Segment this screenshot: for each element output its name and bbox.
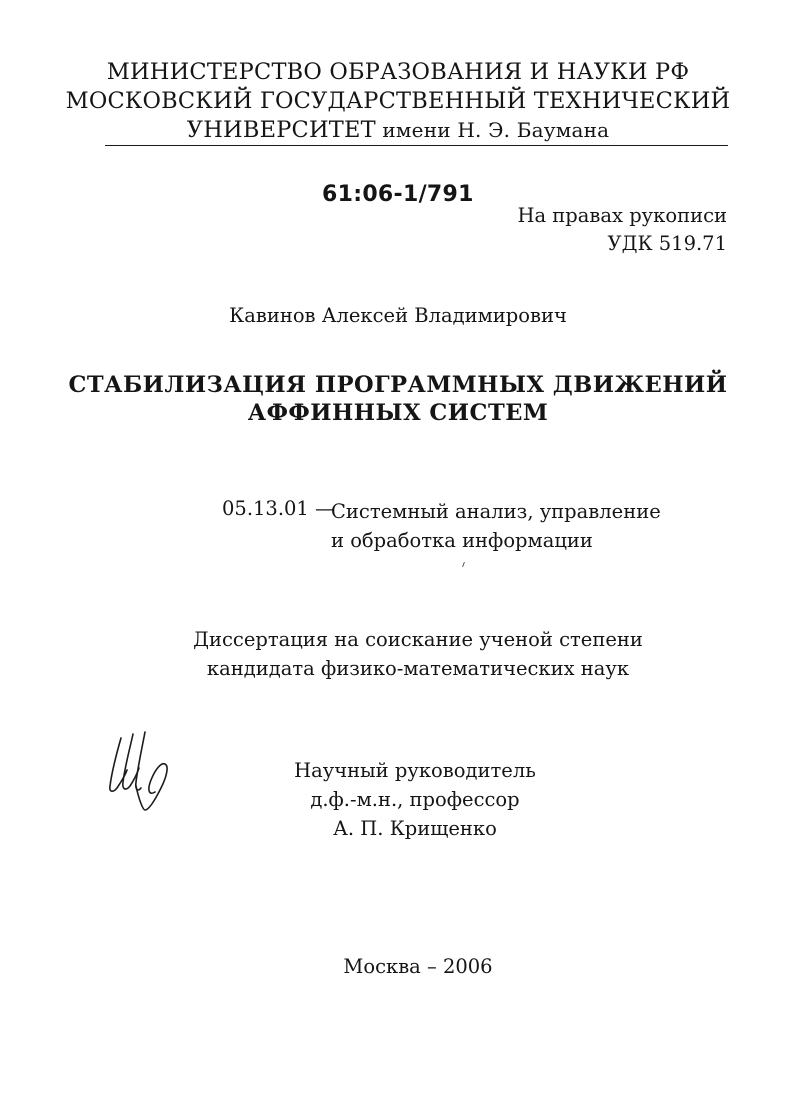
degree-line-1: Диссертация на соискание ученой степени bbox=[193, 628, 643, 651]
ministry-line-2: МОСКОВСКИЙ ГОСУДАРСТВЕННЫЙ ТЕХНИЧЕСКИЙ bbox=[65, 88, 731, 114]
header-divider bbox=[105, 145, 728, 146]
ministry-line-1: МИНИСТЕРСТВО ОБРАЗОВАНИЯ И НАУКИ РФ bbox=[106, 59, 690, 85]
specialty-code: 05.13.01 — bbox=[222, 497, 335, 520]
udc-code: УДК 519.71 bbox=[607, 232, 727, 255]
specialty-line-2: и обработка информации bbox=[331, 529, 593, 552]
rights-block bbox=[517, 202, 727, 258]
advisor-block bbox=[290, 756, 540, 843]
signature-drawing bbox=[105, 730, 179, 814]
ministry-line-3 bbox=[0, 116, 796, 145]
specialty-name bbox=[331, 497, 661, 555]
university-word: УНИВЕРСИТЕТ bbox=[186, 117, 376, 143]
advisor-role: Научный руководитель bbox=[294, 759, 536, 782]
advisor-rank: д.ф.-м.н., профессор bbox=[310, 788, 520, 811]
degree-line-2: кандидата физико-математических наук bbox=[206, 657, 630, 680]
ministry-header bbox=[0, 58, 796, 145]
specialty-line-1: Системный анализ, управление bbox=[331, 500, 661, 523]
author-name: Кавинов Алексей Владимирович bbox=[229, 304, 567, 327]
degree-block bbox=[0, 625, 796, 683]
stamp-code: 61:06-1/791 bbox=[322, 182, 474, 207]
place-year: Москва – 2006 bbox=[343, 955, 493, 978]
handwritten-signature bbox=[105, 730, 179, 814]
title-line-1: СТАБИЛИЗАЦИЯ ПРОГРАММНЫХ ДВИЖЕНИЙ bbox=[68, 372, 728, 398]
advisor-name: А. П. Крищенко bbox=[333, 817, 497, 840]
manuscript-note: На правах рукописи bbox=[517, 204, 727, 227]
dissertation-title bbox=[0, 371, 796, 427]
title-line-2: АФФИННЫХ СИСТЕМ bbox=[247, 400, 549, 426]
stray-mark bbox=[462, 562, 468, 567]
university-name: имени Н. Э. Баумана bbox=[375, 118, 610, 142]
